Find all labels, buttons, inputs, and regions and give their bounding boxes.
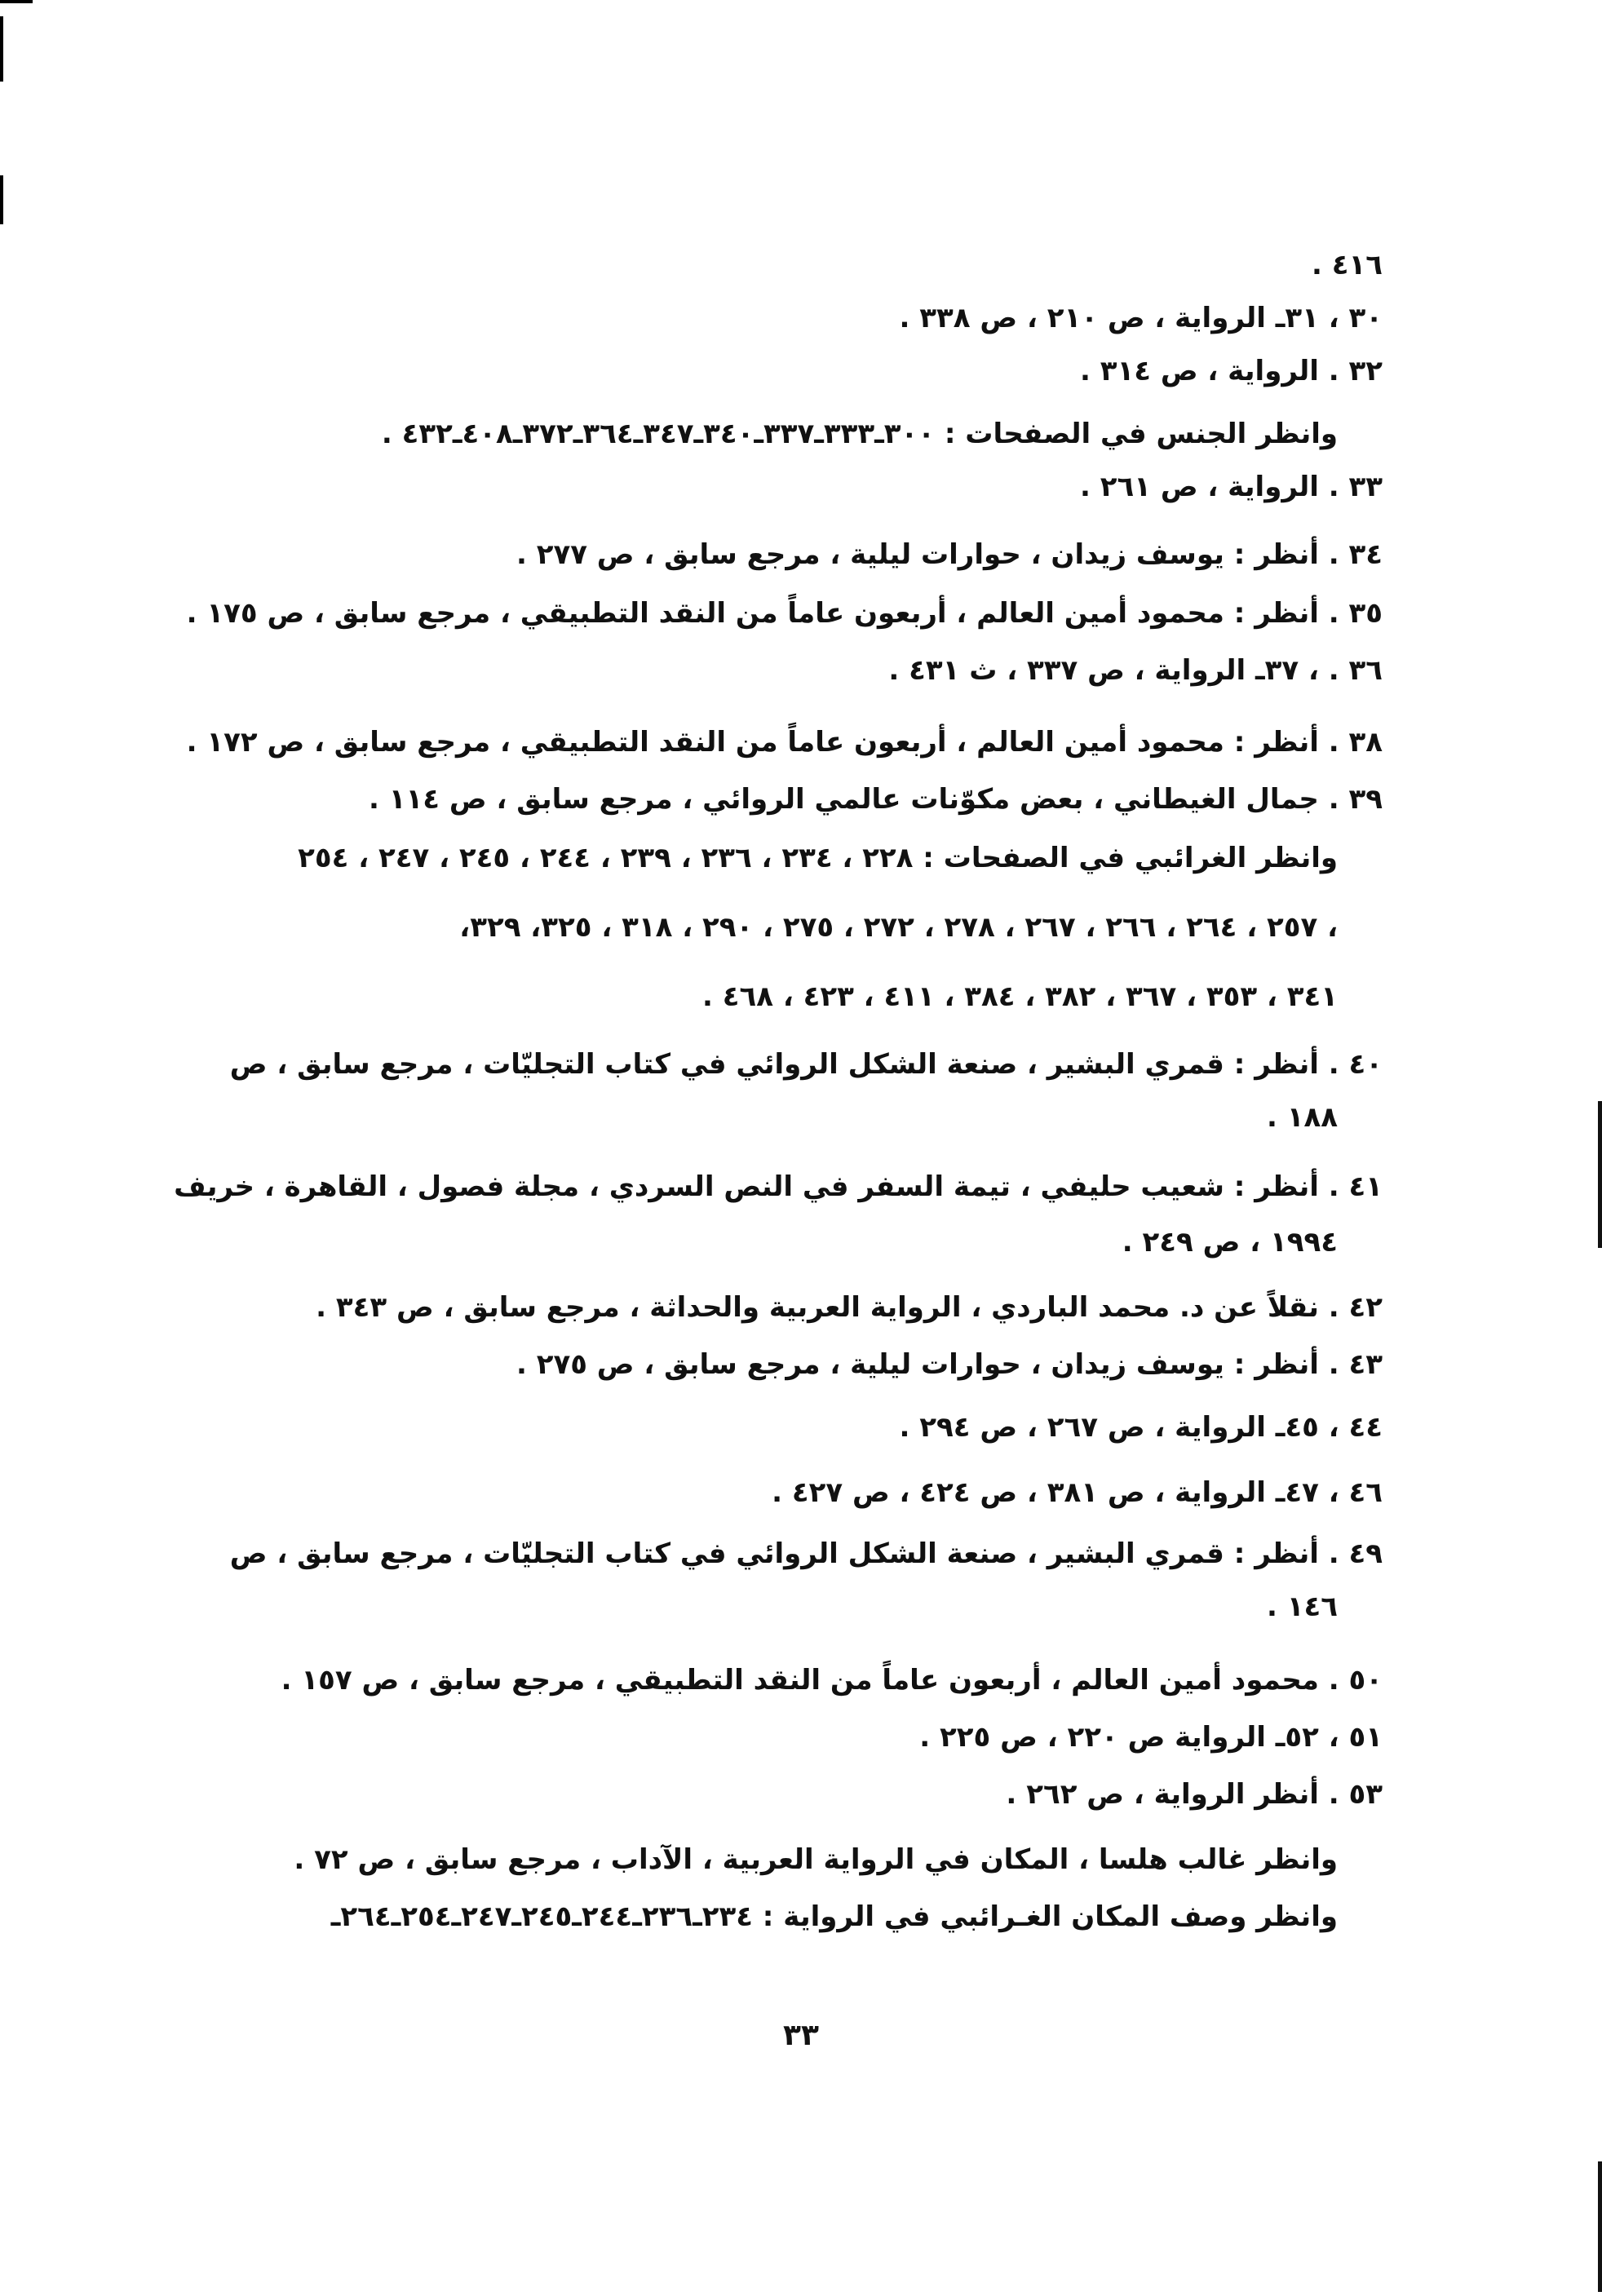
scan-edge-artifact bbox=[0, 175, 3, 224]
footnote-41: ٤١ . أنظر : شعيب حليفي ، تيمة السفر في النص السردي ، مجلة فصول ، القاهرة ، خريف bbox=[174, 1170, 1383, 1203]
footnote-39-pages-cont-2: ٣٤١ ، ٣٥٣ ، ٣٦٧ ، ٣٨٢ ، ٣٨٤ ، ٤١١ ، ٤٢٣ ، ٤٦٨ . bbox=[701, 980, 1338, 1013]
footnote-33: ٣٣ . الرواية ، ص ٢٦١ . bbox=[1079, 471, 1383, 503]
footnote-49: ٤٩ . أنظر : قمري البشير ، صنعة الشكل الروائي في كتاب التجليّات ، مرجع سابق ، ص bbox=[229, 1537, 1383, 1570]
scan-edge-artifact bbox=[0, 0, 33, 3]
page-number: ٣٣ bbox=[783, 2019, 819, 2052]
footnote-39: ٣٩ . جمال الغيطاني ، بعض مكوّنات عالمي الروائي ، مرجع سابق ، ص ١١٤ . bbox=[369, 783, 1383, 816]
footnote-34: ٣٤ . أنظر : يوسف زيدان ، حوارات ليلية ، مرجع سابق ، ص ٢٧٧ . bbox=[516, 538, 1383, 571]
footnote-39-see-also: وانظر الغرائبي في الصفحات : ٢٢٨ ، ٢٣٤ ، ٢٣٦ ، ٢٣٩ ، ٢٤٤ ، ٢٤٥ ، ٢٤٧ ، ٢٥٤ bbox=[298, 842, 1338, 874]
footnote-53-see-also-2: وانظر وصف المكان الغـرائبي في الرواية : ٢٣٤ـ٢٣٦ـ٢٤٤ـ٢٤٥ـ٢٤٧ـ٢٥٤ـ٢٦٤ـ bbox=[330, 1900, 1338, 1933]
footnote-30-31: ٣٠ ، ٣١ـ الرواية ، ص ٢١٠ ، ص ٣٣٨ . bbox=[899, 302, 1383, 334]
footnote-53: ٥٣ . أنظر الرواية ، ص ٢٦٢ . bbox=[1006, 1778, 1383, 1811]
scan-edge-artifact bbox=[1598, 1101, 1602, 1248]
footnote-42: ٤٢ . نقلاً عن د. محمد الباردي ، الرواية العربية والحداثة ، مرجع سابق ، ص ٣٤٣ . bbox=[316, 1291, 1383, 1324]
footnote-53-see-also-1: وانظر غالب هلسا ، المكان في الرواية العربية ، الآداب ، مرجع سابق ، ص ٧٢ . bbox=[294, 1843, 1338, 1876]
footnote-40-cont: ١٨٨ . bbox=[1266, 1101, 1338, 1134]
footnote-38: ٣٨ . أنظر : محمود أمين العالم ، أربعون عاماً من النقد التطبيقي ، مرجع سابق ، ص ١٧٢ . bbox=[186, 726, 1383, 759]
footnote-39-pages-cont-1: ، ٢٥٧ ، ٢٦٤ ، ٢٦٦ ، ٢٦٧ ، ٢٧٨ ، ٢٧٢ ، ٢٧٥ ، ٢٩٠ ، ٣١٨ ، ٣٢٥، ٣٢٩، bbox=[459, 911, 1338, 944]
footnote-41-cont: ١٩٩٤ ، ص ٢٤٩ . bbox=[1122, 1226, 1338, 1259]
scan-edge-artifact bbox=[1598, 2161, 1602, 2292]
footnote-43: ٤٣ . أنظر : يوسف زيدان ، حوارات ليلية ، مرجع سابق ، ص ٢٧٥ . bbox=[516, 1348, 1383, 1381]
footnote-49-cont: ١٤٦ . bbox=[1266, 1590, 1338, 1623]
footnote-50: ٥٠ . محمود أمين العالم ، أربعون عاماً من النقد التطبيقي ، مرجع سابق ، ص ١٥٧ . bbox=[281, 1664, 1383, 1697]
footnote-32: ٣٢ . الرواية ، ص ٣١٤ . bbox=[1079, 355, 1383, 387]
footnote-44-45: ٤٤ ، ٤٥ـ الرواية ، ص ٢٦٧ ، ص ٢٩٤ . bbox=[899, 1411, 1383, 1444]
footnote-36-37: ٣٦ . ، ٣٧ـ الرواية ، ص ٣٣٧ ، ث ٤٣١ . bbox=[888, 654, 1383, 687]
footnote-40: ٤٠ . أنظر : قمري البشير ، صنعة الشكل الروائي في كتاب التجليّات ، مرجع سابق ، ص bbox=[229, 1048, 1383, 1081]
footnote-continuation: ٤١٦ . bbox=[1311, 249, 1383, 281]
footnote-46-47: ٤٦ ، ٤٧ـ الرواية ، ص ٣٨١ ، ص ٤٢٤ ، ص ٤٢٧ . bbox=[772, 1476, 1383, 1509]
footnote-51-52: ٥١ ، ٥٢ـ الرواية ص ٢٢٠ ، ص ٢٢٥ . bbox=[919, 1721, 1383, 1754]
footnote-35: ٣٥ . أنظر : محمود أمين العالم ، أربعون عاماً من النقد التطبيقي ، مرجع سابق ، ص ١٧٥ . bbox=[186, 597, 1383, 630]
footnote-32-see-also: وانظر الجنس في الصفحات : ٣٠٠ـ٣٣٣ـ٣٣٧ـ٣٤٠ـ٣٤٧ـ٣٦٤ـ٣٧٢ـ٤٠٨ـ٤٣٢ . bbox=[381, 418, 1338, 450]
scan-edge-artifact bbox=[0, 16, 3, 82]
